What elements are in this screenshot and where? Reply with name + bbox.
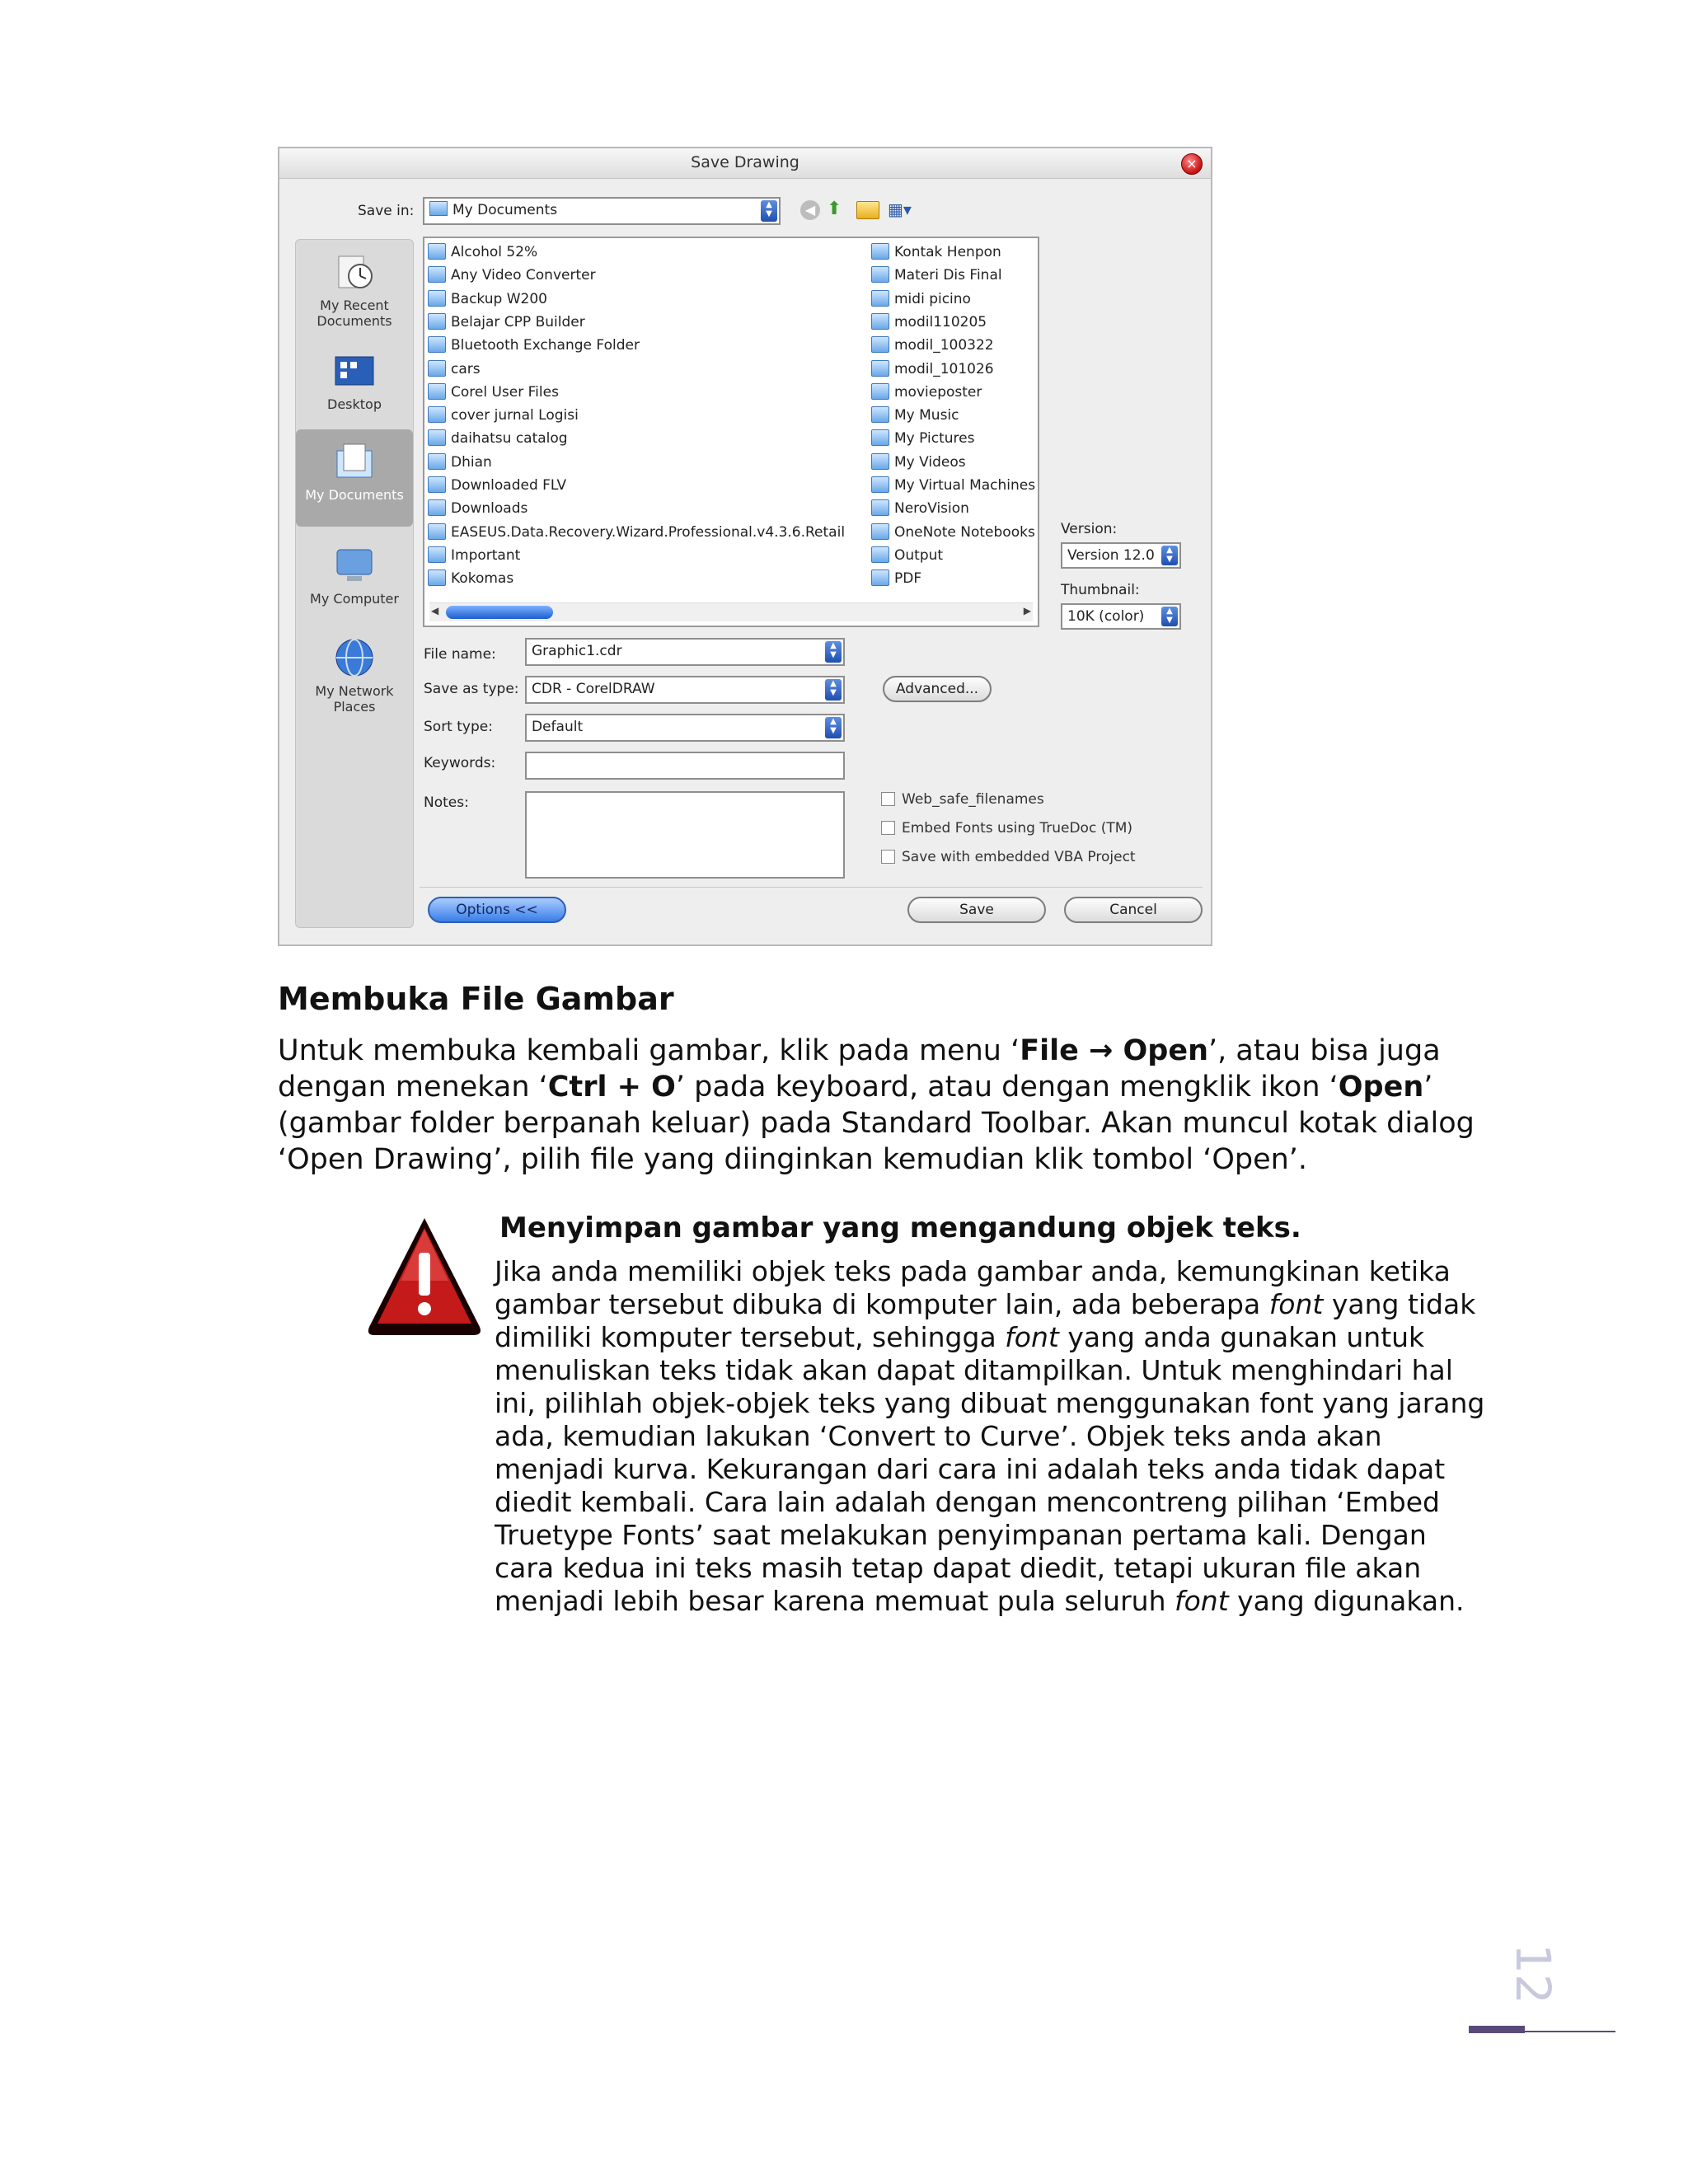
save-as-type-label: Save as type: xyxy=(424,681,519,697)
notes-field[interactable] xyxy=(525,791,845,879)
file-list-item[interactable] xyxy=(871,475,1035,496)
folder-icon xyxy=(871,313,889,330)
save-in-label: Save in: xyxy=(358,203,415,219)
file-list-item[interactable] xyxy=(871,288,971,310)
scroll-right-icon[interactable]: ▶ xyxy=(1023,605,1031,616)
place-label: My Network Places xyxy=(315,683,394,715)
file-list-item[interactable] xyxy=(428,335,640,356)
page-number-bar xyxy=(1469,2026,1525,2033)
file-list-item-label: PDF xyxy=(894,570,922,588)
cancel-button[interactable]: Cancel xyxy=(1064,897,1203,923)
sort-type-select[interactable] xyxy=(525,714,845,742)
file-list-item-label: Any Video Converter xyxy=(451,267,596,284)
note-body xyxy=(495,1255,1492,1618)
file-list[interactable] xyxy=(423,237,1039,627)
folder-icon xyxy=(871,499,889,516)
version-select[interactable] xyxy=(1061,542,1181,569)
text-run: yang digunakan. xyxy=(1228,1585,1465,1617)
file-list-item-label: Dhian xyxy=(451,453,492,471)
checkbox-box[interactable] xyxy=(881,792,895,806)
thumbnail-select[interactable] xyxy=(1061,603,1181,630)
folder-icon xyxy=(428,313,446,330)
save-in-value: My Documents xyxy=(452,202,558,218)
file-list-item-label: movieposter xyxy=(894,383,982,401)
file-list-item-label: Bluetooth Exchange Folder xyxy=(451,337,640,354)
file-list-item[interactable] xyxy=(871,568,921,589)
file-list-item[interactable] xyxy=(871,312,987,333)
page-number: 12 xyxy=(1505,1943,1561,2004)
file-list-item[interactable] xyxy=(428,545,520,566)
up-folder-icon[interactable]: ⬆ xyxy=(827,199,842,219)
file-list-item-label: Downloaded FLV xyxy=(451,477,567,494)
file-list-item-label: modil110205 xyxy=(894,313,987,330)
file-list-item[interactable] xyxy=(428,475,566,496)
file-list-item-label: Kontak Henpon xyxy=(894,244,1001,260)
folder-icon xyxy=(871,290,889,307)
file-list-item-label: cars xyxy=(451,360,481,377)
version-label: Version: xyxy=(1061,521,1118,537)
folder-icon xyxy=(428,546,446,563)
file-list-item-label: modil_100322 xyxy=(894,337,994,354)
file-list-item-label: My Virtual Machines xyxy=(894,477,1036,494)
documents-icon xyxy=(332,439,377,484)
folder-icon xyxy=(871,429,889,446)
file-list-item-label: cover jurnal Logisi xyxy=(451,407,579,424)
folder-icon xyxy=(428,429,446,446)
network-icon xyxy=(332,635,377,680)
folder-icon xyxy=(428,243,446,260)
text-run: Untuk membuka kembali gambar, klik pada menu ‘ xyxy=(278,1034,1020,1067)
thumbnail-label: Thumbnail: xyxy=(1061,582,1140,598)
checkbox-label: Web_safe_filenames xyxy=(902,791,1044,808)
file-name-label: File name: xyxy=(424,646,496,663)
file-list-item-label: modil_101026 xyxy=(894,360,994,377)
file-list-item[interactable] xyxy=(428,568,513,589)
file-list-item[interactable] xyxy=(428,382,559,403)
scrollbar-thumb[interactable] xyxy=(446,606,553,619)
place-my-recent-documents[interactable] xyxy=(296,250,413,329)
file-list-item-label: NeroVision xyxy=(894,500,969,518)
file-list-item[interactable] xyxy=(428,452,492,473)
desktop-icon xyxy=(332,349,377,393)
file-list-item[interactable] xyxy=(871,452,966,473)
keywords-label: Keywords: xyxy=(424,755,496,771)
file-list-item-label: Downloads xyxy=(451,500,528,518)
version-value: Version 12.0 xyxy=(1067,547,1155,564)
folder-icon xyxy=(428,499,446,516)
file-list-item[interactable] xyxy=(428,405,579,426)
page-number-rule xyxy=(1525,2031,1615,2032)
options-button[interactable]: Options << xyxy=(428,897,566,923)
notes-label: Notes: xyxy=(424,794,469,811)
warning-icon xyxy=(363,1212,486,1343)
file-list-item[interactable] xyxy=(871,265,1002,286)
place-label: Desktop xyxy=(327,396,382,412)
sort-type-value: Default xyxy=(532,719,584,735)
folder-icon xyxy=(871,360,889,377)
text-run: ’, atau bisa juga dengan menekan ‘ xyxy=(278,1034,1441,1104)
file-list-item[interactable] xyxy=(428,265,596,286)
bold-run: Ctrl + O xyxy=(547,1071,676,1104)
file-list-item-label: Corel User Files xyxy=(451,383,559,401)
divider xyxy=(420,887,1203,888)
folder-icon xyxy=(428,406,446,423)
text-run: ’ (gambar folder berpanah keluar) pada Standard Toolbar. Akan muncul kotak dialog ‘Open Drawing’, pilih file yang diinginkan kemudian klik tombol ‘Open’. xyxy=(278,1071,1475,1176)
place-my-network-places[interactable] xyxy=(296,635,413,715)
section-heading: Membuka File Gambar xyxy=(278,981,674,1017)
text-run: yang tidak dimiliki komputer tersebut, sehingga xyxy=(495,1288,1476,1353)
file-list-item[interactable] xyxy=(428,498,528,519)
checkbox-box[interactable] xyxy=(881,821,895,835)
checkbox-label: Embed Fonts using TrueDoc (TM) xyxy=(902,820,1133,837)
scroll-left-icon[interactable]: ◀ xyxy=(431,605,439,616)
italic-run: font xyxy=(1005,1321,1059,1353)
place-label: My Documents xyxy=(305,487,404,503)
italic-run: font xyxy=(1174,1585,1229,1617)
view-menu-icon[interactable]: ▦▾ xyxy=(888,199,912,219)
folder-icon xyxy=(871,569,889,586)
keywords-field[interactable] xyxy=(525,752,845,780)
file-list-item[interactable] xyxy=(428,312,585,333)
horizontal-scrollbar[interactable] xyxy=(429,602,1033,621)
file-list-item[interactable] xyxy=(871,359,994,380)
file-list-item[interactable] xyxy=(871,335,994,356)
file-name-field[interactable] xyxy=(525,638,845,666)
file-list-item-label: EASEUS.Data.Recovery.Wizard.Professional.v4.3.6.Retail xyxy=(451,523,846,541)
file-list-item-label: Kokomas xyxy=(451,570,514,588)
folder-icon xyxy=(428,476,446,493)
file-list-item-label: Important xyxy=(451,546,521,564)
new-folder-icon[interactable] xyxy=(856,201,879,219)
body-paragraph xyxy=(278,1033,1498,1178)
file-list-item-label: Belajar CPP Builder xyxy=(451,313,585,330)
file-list-item-label: Output xyxy=(894,546,944,564)
file-list-item[interactable] xyxy=(871,522,1035,543)
folder-icon xyxy=(428,290,446,307)
file-list-item[interactable] xyxy=(428,359,481,380)
file-list-item-label: daihatsu catalog xyxy=(451,430,568,448)
file-list-item[interactable] xyxy=(428,288,547,310)
folder-icon xyxy=(428,360,446,377)
text-run: yang anda gunakan untuk menuliskan teks tidak akan dapat ditampilkan. Untuk menghindari hal ini, pilihlah objek-objek teks yang dibuat menggunakan font yang jarang ada, kemudian lakukan ‘Convert to Curve’. Objek teks anda akan menjadi kurva. Kekurangan dari cara ini adalah teks anda tidak dapat diedit kembali. Cara lain adalah dengan mencontreng pilihan ‘Embed Truetype Fonts’ saat melakukan penyimpanan pertama kali. Dengan cara kedua ini teks masih tetap dapat diedit, tetapi ukuran file akan menjadi lebih besar karena memuat pula seluruh xyxy=(495,1321,1485,1617)
file-list-item-label: My Videos xyxy=(894,453,966,471)
save-as-type-select[interactable] xyxy=(525,676,845,704)
chevron-down-icon: ▲ ▼ xyxy=(825,679,842,701)
folder-icon xyxy=(871,523,889,540)
italic-run: font xyxy=(1268,1288,1324,1320)
folder-icon xyxy=(871,453,889,470)
note-title: Menyimpan gambar yang mengandung objek teks. xyxy=(499,1212,1301,1244)
place-my-documents[interactable] xyxy=(296,429,413,527)
file-list-item-label: OneNote Notebooks xyxy=(894,523,1035,541)
file-list-item-label: midi picino xyxy=(894,290,971,307)
file-list-item[interactable] xyxy=(871,545,943,566)
dialog-titlebar xyxy=(279,148,1211,179)
folder-icon xyxy=(428,523,446,540)
file-list-item-label: My Music xyxy=(894,407,959,424)
file-list-item[interactable] xyxy=(871,382,982,403)
save-as-type-value: CDR - CorelDRAW xyxy=(532,681,655,697)
place-label: My Computer xyxy=(310,591,399,607)
web-safe-filenames-checkbox[interactable] xyxy=(881,791,1044,808)
folder-icon xyxy=(428,453,446,470)
file-list-item[interactable] xyxy=(428,241,537,263)
chevron-down-icon: ▲ ▼ xyxy=(761,200,777,222)
folder-icon xyxy=(871,406,889,423)
file-list-item-label: My Pictures xyxy=(894,430,975,448)
file-list-item-label: Backup W200 xyxy=(451,290,547,307)
place-label: My Recent Documents xyxy=(316,298,392,329)
dialog-title: Save Drawing xyxy=(691,153,799,171)
back-icon[interactable]: ◀ xyxy=(800,200,820,220)
chevron-down-icon: ▲ ▼ xyxy=(825,641,842,663)
folder-icon xyxy=(428,383,446,400)
recent-documents-icon xyxy=(332,250,377,294)
save-drawing-dialog xyxy=(278,147,1212,946)
file-list-item[interactable] xyxy=(871,241,1001,263)
close-icon[interactable]: × xyxy=(1181,153,1203,175)
embed-fonts-checkbox[interactable] xyxy=(881,820,1132,837)
folder-icon xyxy=(871,546,889,563)
file-list-item[interactable] xyxy=(871,428,974,449)
advanced-button[interactable]: Advanced... xyxy=(883,676,992,702)
file-list-item[interactable] xyxy=(871,498,969,519)
folder-icon xyxy=(871,476,889,493)
bold-run: File → Open xyxy=(1020,1034,1209,1067)
folder-icon xyxy=(428,336,446,353)
place-desktop[interactable] xyxy=(296,349,413,412)
save-vba-checkbox[interactable] xyxy=(881,849,1136,865)
file-list-item-label: Alcohol 52% xyxy=(451,244,538,260)
sort-type-label: Sort type: xyxy=(424,719,493,735)
thumbnail-value: 10K (color) xyxy=(1067,608,1145,625)
places-bar xyxy=(295,239,414,928)
folder-icon xyxy=(871,336,889,353)
folder-icon xyxy=(429,201,448,216)
computer-icon xyxy=(332,543,377,588)
save-button[interactable]: Save xyxy=(907,897,1046,923)
file-list-item[interactable] xyxy=(871,405,959,426)
folder-icon xyxy=(871,243,889,260)
text-run: Jika anda memiliki objek teks pada gambar anda, kemungkinan ketika gambar tersebut dibuka di komputer lain, ada beberapa xyxy=(495,1255,1451,1320)
checkbox-label: Save with embedded VBA Project xyxy=(902,849,1136,865)
place-my-computer[interactable] xyxy=(296,543,413,607)
folder-icon xyxy=(428,569,446,586)
folder-icon xyxy=(871,266,889,283)
text-run: ’ pada keyboard, atau dengan mengklik ikon ‘ xyxy=(675,1071,1339,1104)
file-list-item[interactable] xyxy=(428,428,568,449)
file-list-item[interactable] xyxy=(428,522,845,543)
file-list-item-label: Materi Dis Final xyxy=(894,267,1002,284)
bold-run: Open xyxy=(1338,1071,1424,1104)
folder-icon xyxy=(871,383,889,400)
file-name-value: Graphic1.cdr xyxy=(532,643,622,659)
folder-icon xyxy=(428,266,446,283)
checkbox-box[interactable] xyxy=(881,850,895,864)
chevron-down-icon: ▲ ▼ xyxy=(825,717,842,738)
chevron-down-icon: ▲ ▼ xyxy=(1161,546,1178,565)
save-in-dropdown[interactable] xyxy=(423,197,781,225)
chevron-down-icon: ▲ ▼ xyxy=(1161,607,1178,626)
